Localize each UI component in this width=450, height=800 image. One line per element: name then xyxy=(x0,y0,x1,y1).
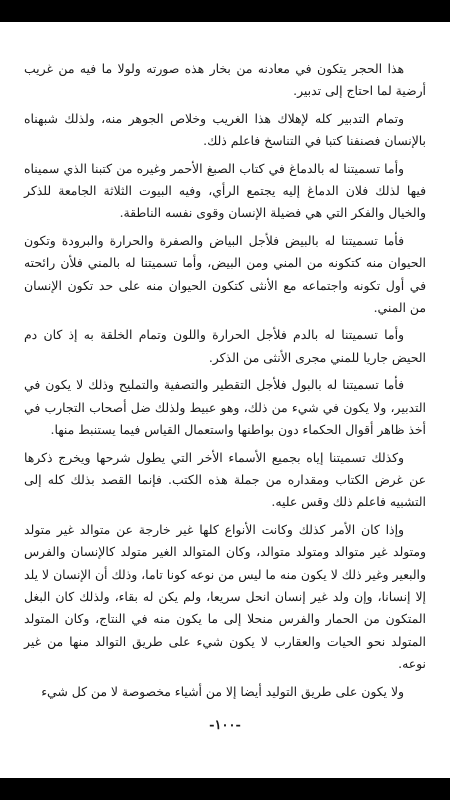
text-body xyxy=(24,58,426,703)
paragraph: وكذلك تسميتنا إياه بجميع الأسماء الأخر التي يطول شرحها ويخرج ذكرها عن غرض الكتاب ومقداره من جملة هذه الكتب. فإنما القصد بذلك كله إلى التشبيه فاعلم ذلك وقس عليه. xyxy=(24,449,426,510)
paragraph: فأما تسميتنا له بالبول فلأجل التقطير والتصفية والتمليح وذلك لا يكون في التدبير، ولا يكون في شيء من ذلك، وهو عبيط ولذلك ضل أصحاب التجارب في أخذ ظاهر أقوال الحكماء دون بواطنها واستعمال القياس فيما يستنبط منها. xyxy=(24,377,426,438)
paragraph: وإذا كان الأمر كذلك وكانت الأنواع كلها غير خارجة عن متوالد غير متولد ومتولد غير متوالد ومتولد متوالد، وكان المتوالد الغير متولد كالإنسان والفرس والبعير وغير ذلك لا يكون منه ما ليس من نوعه كونا تاما، وذلك أن الإنسان لا يلد إلا إنسانا، وإن ولد غير إنسان انحل سريعا، ولم يكن له بقاء، ولذلك كان البغل المتكون من الحمار والفرس منحلا إلى ما يكون منه في النتاج، وكان المتولد المتولد نحو الحيات والعقارب لا يكون شيء على طريق التوالد منها من غير نوعه. xyxy=(24,521,426,672)
paragraph: فأما تسميتنا له بالبيض فلأجل البياض والصفرة والحرارة والبرودة وتكون الحيوان منه كتكونه من المني ومن البيض، وأما تسميتنا له بالمني فلأن رائحته في أول تكونه واجتماعه مع الأنثى كتكون الحيوان منه على حد تكون الإنسان من المني. xyxy=(24,232,426,316)
paragraph: هذا الحجر يتكون في معادنه من بخار هذه صورته ولولا ما فيه من غريب أرضية لما احتاج إلى تدبير. xyxy=(24,61,426,99)
page-number: -١٠٠- xyxy=(209,718,241,733)
paragraph: وأما تسميتنا له بالدم فلأجل الحرارة واللون وتمام الخلقة به إذ كان دم الحيض جاريا للمني مجرى الأنثى من الذكر. xyxy=(24,327,426,365)
paragraph: ولا يكون على طريق التوليد أيضا إلا من أشياء مخصوصة لا من كل شيء xyxy=(41,683,404,699)
document-page xyxy=(0,22,450,778)
paragraph: وتمام التدبير كله لإهلاك هذا الغريب وخلاص الجوهر منه، ولذلك شبهناه بالإنسان فصنفنا كتبا في التناسخ فاعلم ذلك. xyxy=(24,110,426,149)
paragraph: وأما تسميتنا له بالدماغ في كتاب الصبغ الأحمر وغيره من كتبنا الذي سميناه فيها لذلك فلان الدماغ إليه يجتمع الرأي، وفيه البيوت الثلاثة الجامعة للذكر والخيال والفكر التي هي فضيلة الإنسان وقوى نفسه الناطقة. xyxy=(24,160,426,221)
